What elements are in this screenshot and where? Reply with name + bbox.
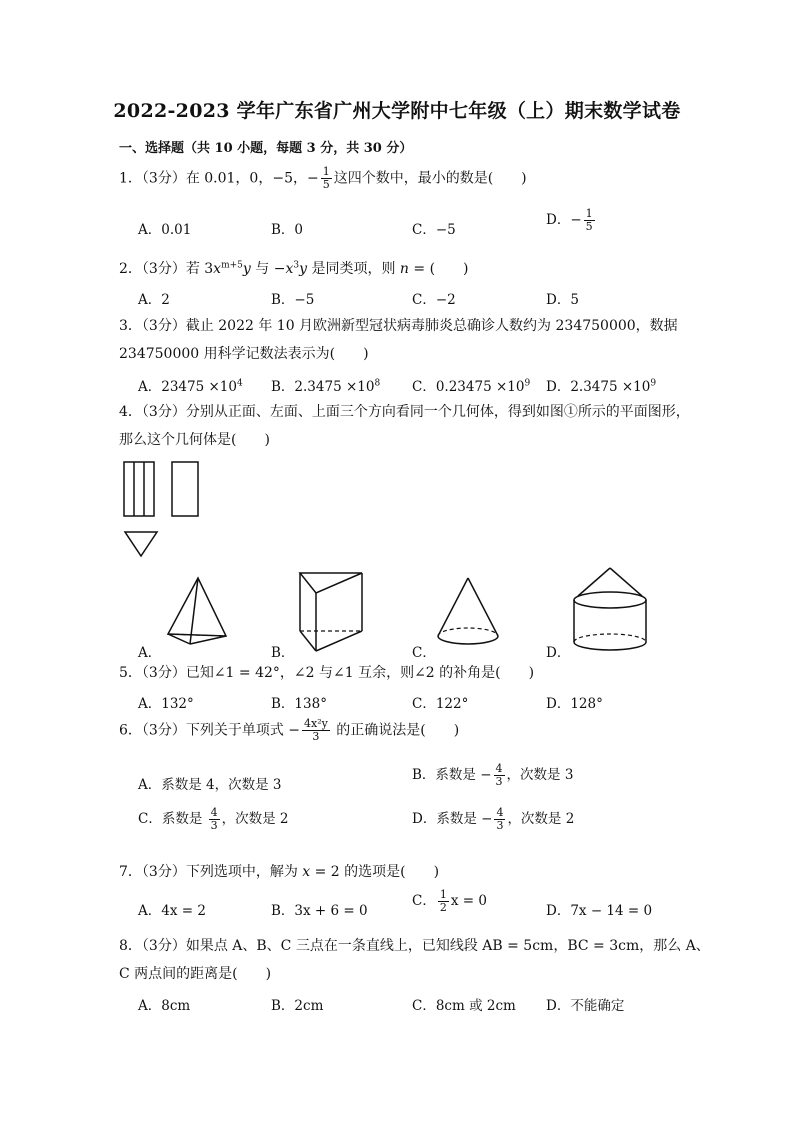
q1-option-b[interactable]: B．0 — [271, 222, 304, 238]
question-8-line-2: C 两点间的距离是( ) — [119, 966, 272, 982]
side-view — [172, 462, 198, 516]
q6-option-a[interactable]: A．系数是 4，次数是 3 — [138, 777, 282, 793]
fraction: $\frac{1}{5}$ — [322, 165, 330, 191]
q6-option-c[interactable]: C．系数是 $\frac{4}{3}$ ，次数是 2 — [138, 806, 289, 832]
q4-option-a[interactable]: A． — [138, 645, 162, 661]
q5-option-b[interactable]: B．138° — [271, 696, 327, 712]
question-1: 1．（3分）在 0.01，0，−5，− $\frac{1}{5}$ 这四个数中，最小的数是( ) — [119, 165, 527, 191]
q3-option-d[interactable]: D．$2.3475 \times 10^9$ — [546, 378, 657, 395]
q6-option-b[interactable]: B．系数是 − $\frac{4}{3}$ ，次数是 3 — [412, 762, 574, 788]
question-6: 6．（3分）下列关于单项式 − $\frac{\text{4x²y}}{3}$ 的正确说法是( ) — [119, 717, 460, 743]
q8-option-b[interactable]: B．2cm — [271, 998, 324, 1014]
q5-option-d[interactable]: D．128° — [546, 696, 603, 712]
pyramid-figure[interactable] — [160, 574, 240, 654]
q2-option-b[interactable]: B．−5 — [271, 292, 315, 308]
q2-option-a[interactable]: A．2 — [138, 292, 170, 308]
three-views-figure — [118, 458, 208, 568]
q8-option-d[interactable]: D．不能确定 — [546, 998, 625, 1014]
q3-option-b[interactable]: B．$2.3475 \times 10^8$ — [271, 378, 381, 395]
q1-option-a[interactable]: A．0.01 — [138, 222, 192, 238]
q8-option-c[interactable]: C．8cm 或 2cm — [412, 998, 516, 1014]
q8-option-a[interactable]: A．8cm — [138, 998, 191, 1014]
q4-option-d[interactable]: D． — [546, 645, 571, 661]
q5-option-c[interactable]: C．122° — [412, 696, 469, 712]
q7-option-b[interactable]: B．3x + 6 = 0 — [271, 903, 368, 919]
cone-cylinder-figure[interactable] — [568, 566, 658, 658]
q3-option-a[interactable]: A．$23475 \times 10^4$ — [138, 378, 243, 395]
front-view — [124, 462, 154, 516]
q7-option-c[interactable]: C． $\frac{1}{2}$ x = 0 — [412, 888, 487, 914]
q4-option-b[interactable]: B． — [271, 645, 295, 661]
q2-option-c[interactable]: C．−2 — [412, 292, 456, 308]
q2-option-d[interactable]: D．5 — [546, 292, 579, 308]
question-5: 5．（3分）已知∠1 = 42°，∠2 与∠1 互余，则∠2 的补角是( ) — [119, 665, 535, 681]
page-title: 2022-2023 学年广东省广州大学附中七年级（上）期末数学试卷 — [113, 100, 681, 122]
q3-option-c[interactable]: C．$0.23475 \times 10^9$ — [412, 378, 531, 395]
q1-option-c[interactable]: C．−5 — [412, 222, 456, 238]
top-view — [125, 532, 157, 556]
q6-option-d[interactable]: D．系数是 − $\frac{4}{3}$ ，次数是 2 — [412, 806, 575, 832]
question-3-line-1: 3．（3分）截止 2022 年 10 月欧洲新型冠状病毒肺炎总确诊人数约为 234750000，数据 — [119, 318, 678, 334]
q4-option-c[interactable]: C． — [412, 645, 436, 661]
question-4-line-1: 4．（3分）分别从正面、左面、上面三个方向看同一个几何体，得到如图①所示的平面图形， — [119, 404, 690, 420]
prism-figure[interactable] — [294, 569, 374, 659]
q7-option-d[interactable]: D．7x − 14 = 0 — [546, 903, 653, 919]
question-7: 7．（3分）下列选项中，解为 x = 2 的选项是( ) — [119, 864, 440, 880]
section-heading: 一、选择题（共 10 小题，每题 3 分，共 30 分） — [119, 141, 413, 156]
q5-option-a[interactable]: A．132° — [138, 696, 194, 712]
question-8-line-1: 8．（3分）如果点 A、B、C 三点在一条直线上，已知线段 AB = 5cm，BC = 3cm，那么 A、 — [119, 938, 710, 954]
q7-option-a[interactable]: A．4x = 2 — [138, 903, 206, 919]
cone-figure[interactable] — [434, 574, 514, 654]
question-2: 2．（3分）若 $3x^{m+5}y$ 与 $-x^3y$ 是同类项，则 n = ( ) — [119, 260, 469, 277]
question-4-line-2: 那么这个几何体是( ) — [119, 432, 270, 448]
question-3-line-2: 234750000 用科学记数法表示为( ) — [119, 346, 369, 362]
q1-option-d[interactable]: D．− $\frac{1}{5}$ — [546, 207, 593, 233]
